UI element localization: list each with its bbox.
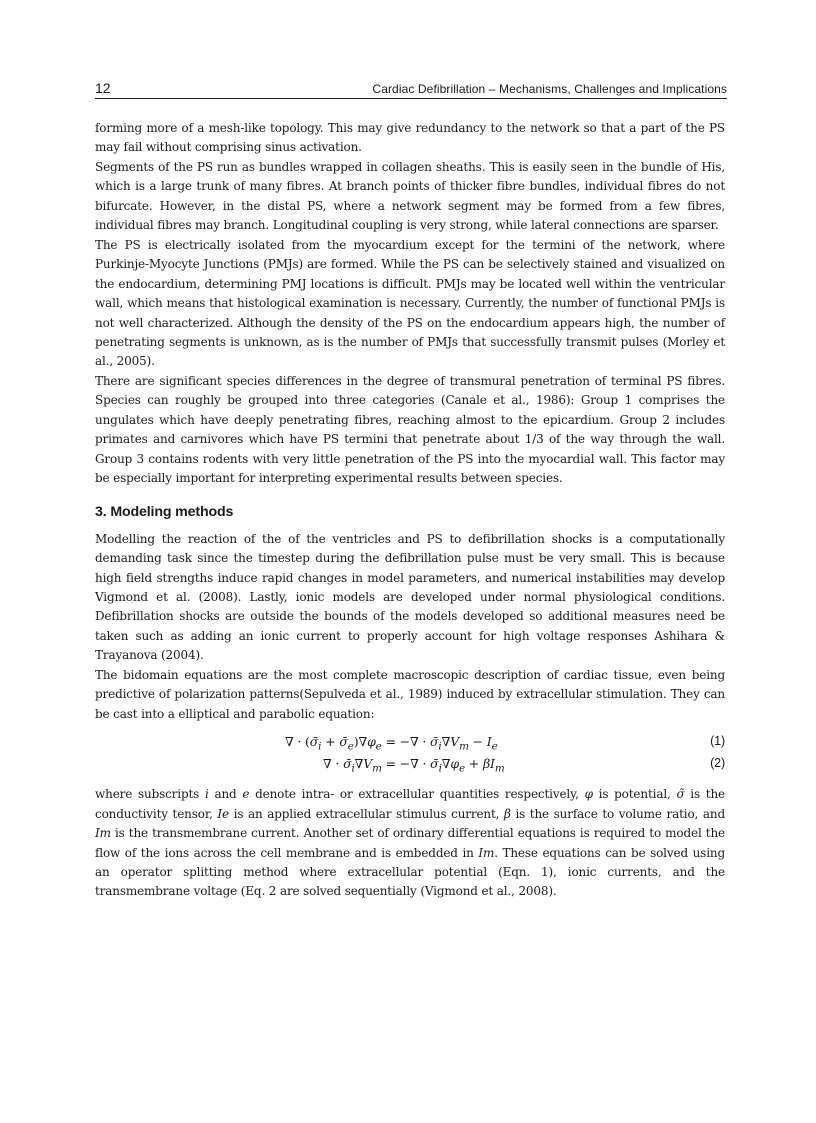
text-run: is the transmembrane current. Another set of ordinary differential equations is required to model the flow of the ions across the cell membrane and is embedded in — [95, 826, 725, 860]
equation-number: (2) — [710, 756, 725, 771]
page-number: 12 — [95, 80, 111, 96]
equation-1: ∇ · ($\sigmā_i$ + $\sigmā_e)\nabla\varphi_e$ = −∇ · $\sigmā_i\nabla V_m - I_e$ — [285, 734, 498, 753]
symbol: Im — [478, 845, 495, 860]
text-run: is the conductivity tensor, — [95, 787, 725, 821]
symbol: Im — [95, 826, 111, 841]
paragraph: There are significant species differences in the degree of transmural penetration of terminal PS fibres. Species can roughly be grouped into three categories (Canale et al., 1986): Group 1 comprises the ungulates which have deeply penetrating fibres, reaching almost to the epicardium. Group 2 includes primates and carnivores which have PS termini that penetrate about 1/3 of the way through the wall. Group 3 contains rodents with very little penetration of the PS into the myocardial wall. This factor may be especially important for interpreting experimental results between species. — [95, 373, 725, 486]
symbol: e — [242, 787, 250, 802]
symbol: Ie — [217, 806, 229, 821]
symbol: i — [204, 787, 209, 802]
equation-block — [95, 732, 725, 776]
equation-row — [95, 754, 725, 776]
text-run: is potential, — [592, 787, 677, 802]
page-body — [95, 119, 725, 902]
paragraph — [95, 785, 725, 902]
text-run: . These equations can be solved using an operator splitting method where extracellular potential (Eqn. 1), ionic currents, and the transmembrane voltage (Eq. 2 are solved sequentially (Vigmond et al., 2008). — [95, 845, 725, 899]
paragraph: The bidomain equations are the most complete macroscopic description of cardiac tissue, even being predictive of polarization patterns(Sepulveda et al., 1989) induced by extracellular stimulation. They can be cast into a elliptical and parabolic equation: — [95, 667, 725, 721]
equation-2: ∇ · $\sigmā_i\nabla V_m$ = −∇ · $\sigmā_i\nabla\varphi_e + \beta I_m$ — [323, 756, 505, 775]
running-title: Cardiac Defibrillation – Mechanisms, Challenges and Implications — [372, 82, 727, 96]
equation-row — [95, 732, 725, 754]
text-run: denote intra- or extracellular quantities respectively, — [249, 787, 585, 802]
paragraph: The PS is electrically isolated from the myocardium except for the termini of the network, where Purkinje-Myocyte Junctions (PMJs) are formed. While the PS can be selectively stained and visualized on the endocardium, determining PMJ locations is difficult. PMJs may be located well within the ventricular wall, which means that histological examination is necessary. Currently, the number of functional PMJs is not well characterized. Although the density of the PS on the endocardium appears high, the number of penetrating segments is unknown, as is the number of PMJs that successfully transmit pulses (Morley et al., 2005). — [95, 237, 725, 369]
section-heading: 3. Modeling methods — [95, 503, 234, 520]
symbol: σ̃ — [676, 787, 685, 802]
paragraph: Modelling the reaction of the of the ventricles and PS to defibrillation shocks is a computationally demanding task since the timestep during the defibrillation pulse must be very small. This is because high field strengths induce rapid changes in model parameters, and numerical instabilities may develop Vigmond et al. (2008). Lastly, ionic models are developed under normal physiological conditions. Defibrillation shocks are outside the bounds of the models developed so additional measures need be taken such as adding an ionic current to properly account for high voltage responses Ashihara & Trayanova (2004). — [95, 531, 725, 663]
text-run: where subscripts — [95, 787, 205, 802]
equation-number: (1) — [710, 734, 725, 749]
running-header — [95, 78, 727, 99]
text-run: is an applied extracellular stimulus current, — [228, 806, 504, 821]
paragraph: forming more of a mesh-like topology. This may give redundancy to the network so that a part of the PS may fail without comprising sinus activation. — [95, 121, 725, 155]
symbol: φ — [584, 787, 593, 802]
text-run: and — [208, 787, 243, 802]
text-run: is the surface to volume ratio, and — [510, 806, 725, 821]
symbol: β — [504, 806, 511, 821]
paragraph: Segments of the PS run as bundles wrapped in collagen sheaths. This is easily seen in the bundle of His, which is a large trunk of many fibres. At branch points of thicker fibre bundles, individual fibres do not bifurcate. However, in the distal PS, where a network segment may be formed from a few fibres, individual fibres may branch. Longitudinal coupling is very strong, while lateral connections are sparser. — [95, 159, 725, 233]
